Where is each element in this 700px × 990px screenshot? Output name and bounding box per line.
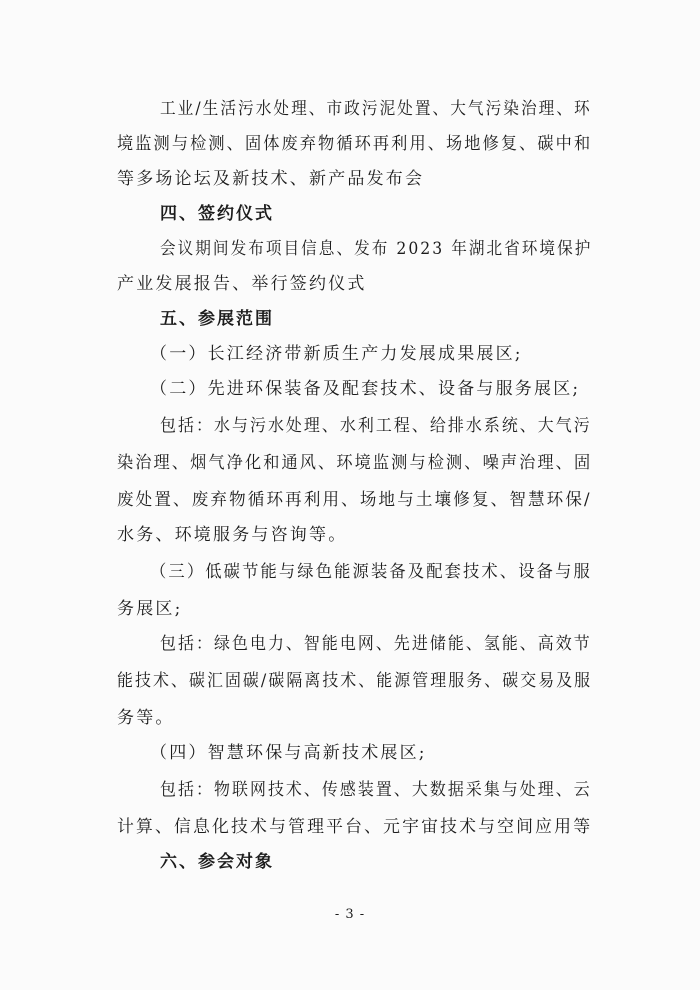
body-line: 产业发展报告、举行签约仪式	[117, 274, 367, 294]
body-line: 务等。	[117, 708, 175, 728]
list-item-zone-1: （一）长江经济带新质生产力发展成果展区;	[150, 344, 523, 364]
body-line: 境监测与检测、固体废弃物循环再利用、场地修复、碳中和	[117, 134, 593, 154]
body-line: 工业/生活污水处理、市政污泥处置、大气污染治理、环	[160, 99, 592, 119]
body-line: 能技术、碳汇固碳/碳隔离技术、能源管理服务、碳交易及服	[117, 671, 593, 691]
list-item-zone-3: （三）低碳节能与绿色能源装备及配套技术、设备与服	[150, 562, 592, 582]
section-heading-participants: 六、参会对象	[160, 852, 274, 872]
body-line: 会议期间发布项目信息、发布 2023 年湖北省环境保护	[160, 239, 593, 259]
list-item-zone-2: （二）先进环保装备及配套技术、设备与服务展区;	[150, 379, 581, 399]
body-line: 包括：绿色电力、智能电网、先进储能、氢能、高效节	[160, 634, 592, 654]
section-heading-exhibition-scope: 五、参展范围	[160, 309, 274, 329]
body-line: 水务、环境服务与咨询等。	[117, 525, 348, 545]
body-line: 废处置、废弃物循环再利用、场地与土壤修复、智慧环保/	[117, 490, 592, 510]
body-line: 染治理、烟气净化和通风、环境监测与检测、噪声治理、固	[117, 453, 593, 473]
body-line: 包括：物联网技术、传感装置、大数据采集与处理、云	[160, 780, 592, 800]
body-line: 务展区;	[117, 599, 183, 619]
section-heading-signing: 四、签约仪式	[160, 204, 274, 224]
body-line: 等多场论坛及新技术、新产品发布会	[117, 169, 425, 189]
body-line: 计算、信息化技术与管理平台、元宇宙技术与空间应用等	[117, 817, 593, 837]
list-item-zone-4: （四）智慧环保与高新技术展区;	[150, 743, 427, 763]
page-number: - 3 -	[334, 907, 366, 922]
body-line: 包括：水与污水处理、水利工程、给排水系统、大气污	[160, 416, 592, 436]
